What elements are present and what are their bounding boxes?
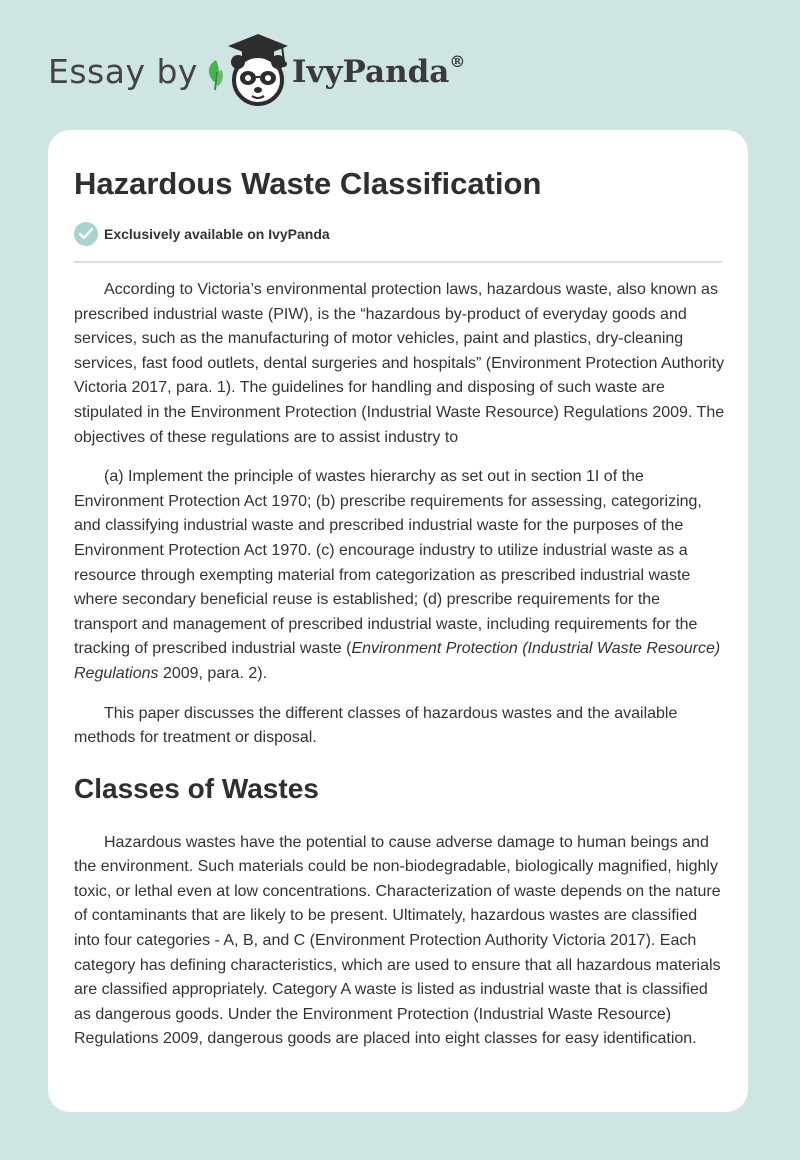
article-body: [74, 278, 726, 1067]
brand-text: IvyPanda: [292, 54, 450, 90]
registered-mark: ®: [449, 52, 466, 71]
brand-name[interactable]: [292, 54, 465, 90]
exclusive-badge: [74, 222, 330, 246]
checkmark-icon: [74, 222, 98, 246]
regulations-quote: [74, 465, 726, 686]
page-title: Hazardous Waste Classification: [74, 166, 542, 201]
site-header: [48, 30, 568, 110]
article-card: [48, 130, 748, 1112]
exclusive-badge-label: Exclusively available on IvyPanda: [104, 226, 330, 242]
title-divider: [74, 261, 722, 263]
quote-citation: Environment Protection (Industrial Waste Resource) Regulations: [74, 640, 721, 682]
intro-paragraph: According to Victoria’s environmental protection laws, hazardous waste, also known as prescribed industrial waste (PIW), is the “hazardous by-product of everyday goods and services, such as the manufacturing of motor vehicles, paint and plastics, dry-cleaning services, fast food outlets, dental surgeries and hospitals” (Environment Protection Authority Victoria 2017, para. 1). The guidelines for handling and disposing of such waste are stipulated in the Environment Protection (Industrial Waste Resource) Regulations 2009. The objectives of these regulations are to assist industry to: [74, 281, 725, 446]
quote-text: (a) Implement the principle of wastes hierarchy as set out in section 1I of the Environment Protection Act 1970; (b) prescribe requirements for assessing, categorizing, and classifying industrial waste and prescribed industrial waste for the purposes of the Environment Protection Act 1970. (c) encourage industry to utilize industrial waste as a resource through exempting material from categorization as prescribed industrial waste where secondary beneficial reuse is established; (d) prescribe requirements for the transport and management of prescribed industrial waste, including requirements for the tracking of prescribed industrial waste (: [74, 468, 702, 658]
paper-overview-paragraph: This paper discusses the different classes of hazardous wastes and the available methods for treatment or disposal.: [74, 704, 678, 747]
quote-citation-tail: 2009, para. 2).: [158, 664, 268, 682]
section-heading: Classes of Wastes: [74, 772, 319, 804]
panda-logo-icon[interactable]: [202, 30, 292, 110]
classes-paragraph: Hazardous wastes have the potential to cause adverse damage to human beings and the environment. Such materials could be non-biodegradable, biologically magnified, highly toxic, or lethal even at low concentrations. Characterization of waste depends on the nature of contaminants that are likely to be present. Ultimately, hazardous wastes are classified into four categories - A, B, and C (Environment Protection Authority Victoria 2017). Each category has defining characteristics, which are used to ensure that all hazardous materials are classified appropriately. Category A waste is listed as industrial waste that is classified as dangerous goods. Under the Environment Protection (Industrial Waste Resource) Regulations 2009, dangerous goods are placed into eight classes for easy identification.: [74, 833, 721, 1048]
essay-by-label: Essay by: [48, 52, 198, 91]
